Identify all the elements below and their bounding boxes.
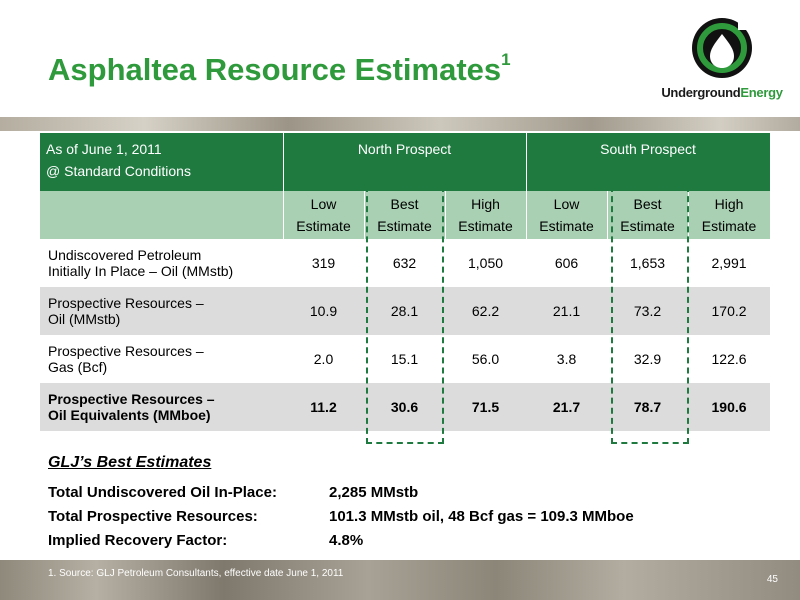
glj-item-value: 4.8% [329, 531, 364, 549]
table-cell: 15.1 [390, 351, 419, 367]
subheader-north-high: High Estimate [445, 191, 526, 239]
table-cell: 122.6 [711, 351, 747, 367]
glj-item-label: Total Prospective Resources: [48, 507, 258, 525]
table-cell: 2.0 [313, 351, 334, 367]
logo-wordmark: UndergroundEnergy [661, 85, 783, 100]
page-number: 45 [766, 574, 778, 585]
company-logo [652, 14, 792, 104]
logo-mark-icon [652, 14, 792, 84]
glj-item-label: Total Undiscovered Oil In-Place: [48, 483, 277, 501]
row-label: Undiscovered Petroleum Initially In Place – Oil (MMstb) [48, 247, 234, 279]
table-cell: 71.5 [445, 383, 526, 431]
glj-best-estimates [48, 454, 634, 552]
table-header-row [40, 133, 770, 191]
table-cell: 62.2 [445, 287, 526, 335]
table-row [40, 287, 770, 335]
resource-estimates-table [40, 133, 771, 431]
table-cell: 56.0 [471, 351, 500, 367]
subheader-south-high: High Estimate [688, 191, 770, 239]
footer-image-band [0, 560, 800, 600]
subheader-south-best: Best Estimate [607, 191, 688, 239]
table-cell: 1,653 [629, 255, 666, 271]
table-subheader-row [40, 191, 770, 239]
subheader-empty-cell [40, 191, 283, 239]
table-cell: 73.2 [607, 287, 688, 335]
row-label: Prospective Resources – Oil (MMstb) [40, 287, 283, 335]
table-cell: 32.9 [633, 351, 662, 367]
glj-item-label: Implied Recovery Factor: [48, 531, 228, 549]
glj-item-value: 101.3 MMstb oil, 48 Bcf gas = 109.3 MMboe [329, 507, 634, 525]
glj-item [48, 480, 634, 504]
table-row [40, 383, 770, 431]
subheader-south-low: Low Estimate [526, 191, 607, 239]
row-label: Prospective Resources – Gas (Bcf) [48, 343, 204, 375]
table-cell: 30.6 [364, 383, 445, 431]
table-cell: 319 [311, 255, 336, 271]
table-cell: 170.2 [688, 287, 770, 335]
table-cell: 78.7 [607, 383, 688, 431]
footnote: 1. Source: GLJ Petroleum Consultants, effective date June 1, 2011 [48, 568, 344, 579]
table-cell: 3.8 [556, 351, 577, 367]
table-cell: 21.7 [526, 383, 607, 431]
header-image-band [0, 117, 800, 131]
table-row [40, 335, 770, 383]
glj-item [48, 528, 634, 552]
table-cell: 2,991 [711, 255, 747, 271]
table-cell: 606 [554, 255, 579, 271]
table-cell: 21.1 [526, 287, 607, 335]
glj-item [48, 504, 634, 528]
header-as-of-cell: As of June 1, 2011 @ Standard Conditions [40, 133, 283, 191]
table-cell: 1,050 [467, 255, 504, 271]
glj-title: GLJ’s Best Estimates [48, 454, 212, 471]
table-cell: 28.1 [364, 287, 445, 335]
header-south-prospect: South Prospect [526, 133, 770, 191]
row-label: Prospective Resources – Oil Equivalents (MMboe) [40, 383, 283, 431]
subheader-north-best: Best Estimate [364, 191, 445, 239]
header-north-prospect: North Prospect [283, 133, 526, 191]
table-cell: 11.2 [283, 383, 364, 431]
glj-item-value: 2,285 MMstb [329, 483, 419, 501]
table-row [40, 239, 770, 287]
slide-title: Asphaltea Resource Estimates$^1$ [48, 49, 511, 87]
table-cell: 10.9 [283, 287, 364, 335]
subheader-north-low: Low Estimate [283, 191, 364, 239]
table-cell: 190.6 [688, 383, 770, 431]
table-cell: 632 [392, 255, 417, 271]
